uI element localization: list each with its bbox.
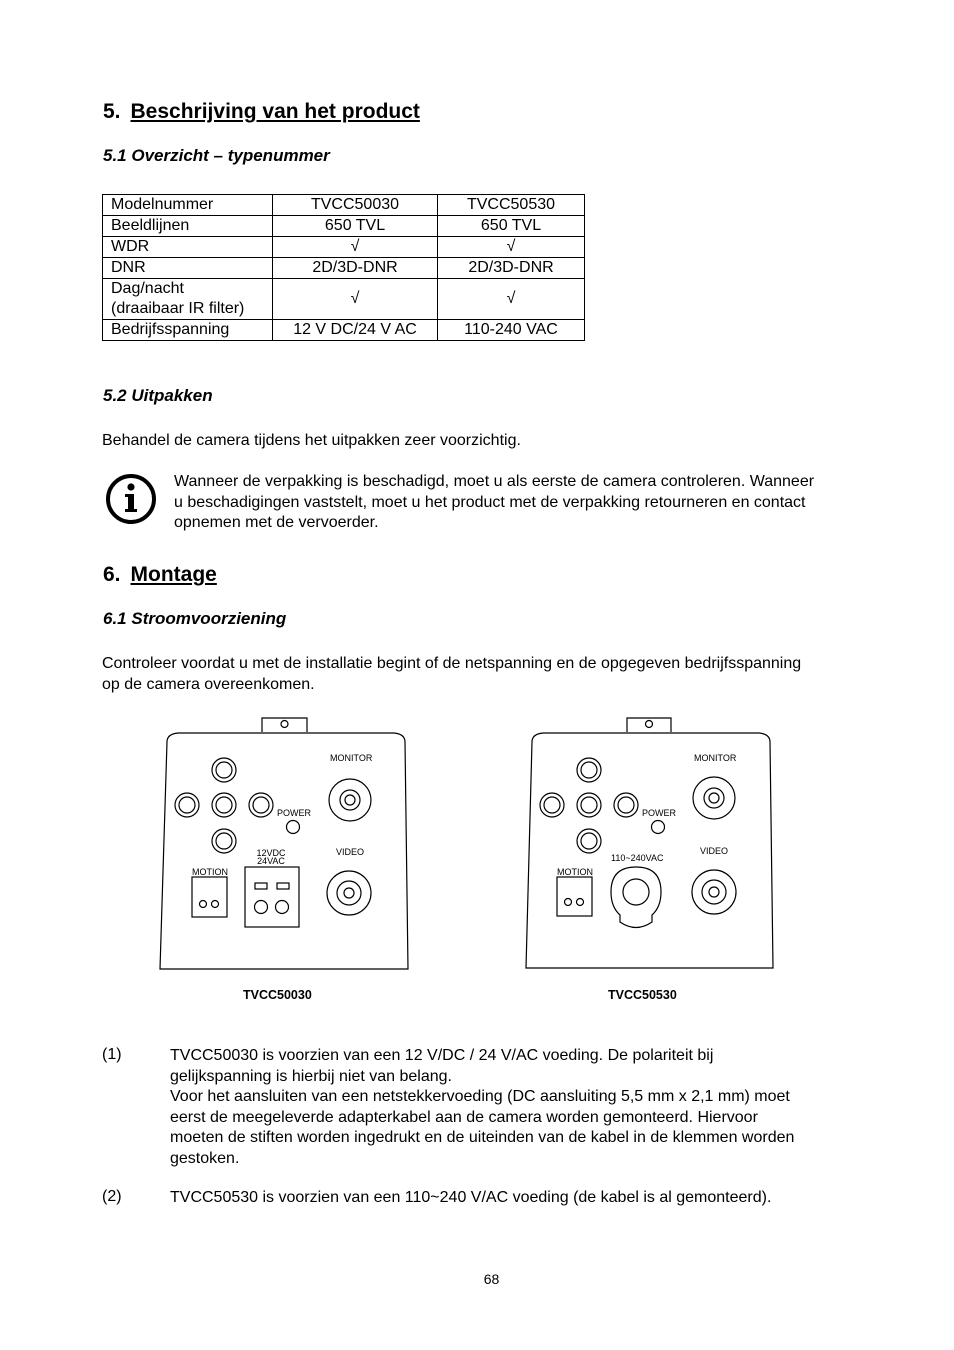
table-cell: Bedrijfsspanning xyxy=(103,320,273,341)
table-cell: 12 V DC/24 V AC xyxy=(273,320,438,341)
camera-rear-diagram-tvcc50530 xyxy=(515,710,785,980)
motion-label: MOTION xyxy=(192,867,228,877)
page-number: 68 xyxy=(483,1271,500,1287)
video-label: VIDEO xyxy=(336,847,365,857)
table-cell xyxy=(103,279,273,320)
table-cell: TVCC50030 xyxy=(273,195,438,216)
monitor-label: MONITOR xyxy=(694,753,737,763)
section-title: Beschrijving van het product xyxy=(130,100,420,123)
list-line: eerst de meegeleverde adapterkabel aan de camera worden gemonteerd. Hiervoor xyxy=(170,1108,758,1126)
intro-line: Controleer voordat u met de installatie begint of de netspanning en de opgegeven bedrijfsspanning xyxy=(102,655,802,672)
section-6-1-heading: 6.1 Stroomvoorziening xyxy=(103,609,287,628)
section-5-2-heading: 5.2 Uitpakken xyxy=(103,386,213,405)
camera-rear-diagram-tvcc50030 xyxy=(150,710,420,980)
table-cell: √ xyxy=(438,237,585,258)
power-intro xyxy=(102,654,902,695)
list-line: TVCC50530 is voorzien van een 110~240 V/AC voeding (de kabel is al gemonteerd). xyxy=(170,1189,772,1206)
power-label: POWER xyxy=(277,808,312,818)
voltage-label-line2: 24VAC xyxy=(257,856,285,866)
section-number: 5. xyxy=(103,100,121,123)
table-cell: 650 TVL xyxy=(438,216,585,237)
list-line: moeten de stiften worden ingedrukt en de uiteinden van de kabel in de klemmen worden xyxy=(170,1129,795,1146)
list-line: Voor het aansluiten van een netstekkervoeding (DC aansluiting 5,5 mm x 2,1 mm) moet xyxy=(170,1088,790,1105)
info-note xyxy=(174,472,894,534)
info-line: opnemen met de vervoerder. xyxy=(174,514,379,531)
section-number: 6. xyxy=(103,563,121,586)
table-cell: WDR xyxy=(103,237,273,258)
table-row xyxy=(103,279,585,320)
voltage-label: 110~240VAC xyxy=(611,853,664,863)
table-cell: √ xyxy=(273,237,438,258)
list-line: gestoken. xyxy=(170,1149,240,1167)
table-cell: TVCC50530 xyxy=(438,195,585,216)
motion-label: MOTION xyxy=(557,867,593,877)
table-row xyxy=(103,216,585,237)
voltage-label-line1: 12VDC xyxy=(256,848,286,858)
table-cell: Beeldlijnen xyxy=(103,216,273,237)
power-label: POWER xyxy=(642,808,677,818)
section-5-heading xyxy=(103,100,420,124)
section-5-1-heading: 5.1 Overzicht – typenummer xyxy=(103,146,330,165)
section-6-heading xyxy=(103,563,217,587)
info-icon xyxy=(104,472,158,526)
list-line: TVCC50030 is voorzien van een 12 V/DC / 24 V/AC voeding. De polariteit bij xyxy=(170,1047,714,1064)
caption-tvcc50530: TVCC50530 xyxy=(608,988,677,1002)
cell-line: Dag/nacht xyxy=(111,280,184,297)
table-cell: DNR xyxy=(103,258,273,279)
info-line: u beschadigingen vaststelt, moet u het product met de verpakking retourneren en contact xyxy=(174,493,806,511)
intro-line: op de camera overeenkomen. xyxy=(102,675,315,693)
caption-tvcc50030: TVCC50030 xyxy=(243,988,312,1002)
list-item-number: (1) xyxy=(102,1046,122,1063)
spec-table xyxy=(102,194,585,341)
list-item xyxy=(170,1188,880,1209)
table-row xyxy=(103,195,585,216)
monitor-label: MONITOR xyxy=(330,753,373,763)
table-cell: √ xyxy=(438,279,585,320)
table-cell: 650 TVL xyxy=(273,216,438,237)
list-item-number: (2) xyxy=(102,1188,122,1205)
table-row xyxy=(103,320,585,341)
section-title: Montage xyxy=(130,563,217,586)
table-cell: Modelnummer xyxy=(103,195,273,216)
cell-line: (draaibaar IR filter) xyxy=(111,300,245,317)
unpack-intro: Behandel de camera tijdens het uitpakken zeer voorzichtig. xyxy=(102,432,521,449)
table-row xyxy=(103,237,585,258)
table-row xyxy=(103,258,585,279)
info-line: Wanneer de verpakking is beschadigd, moet u als eerste de camera controleren. Wanneer xyxy=(174,473,815,490)
table-cell: 110-240 VAC xyxy=(438,320,585,341)
table-cell: 2D/3D-DNR xyxy=(438,258,585,279)
video-label: VIDEO xyxy=(700,846,729,856)
table-cell: √ xyxy=(273,279,438,320)
list-line: gelijkspanning is hierbij niet van belang. xyxy=(170,1067,452,1085)
list-item xyxy=(170,1046,880,1169)
table-cell: 2D/3D-DNR xyxy=(273,258,438,279)
